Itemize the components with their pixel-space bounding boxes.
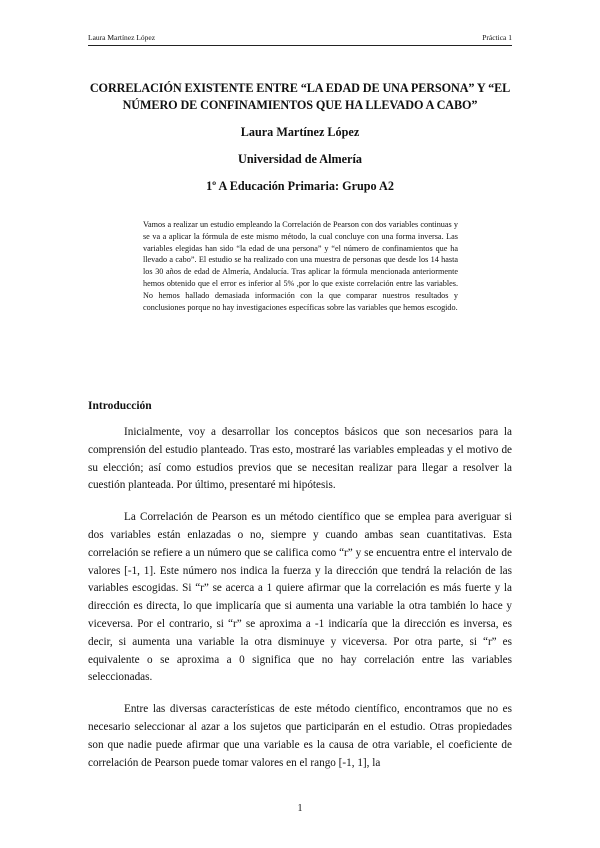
paragraph: Entre las diversas características de este método científico, encontramos que no es necesario seleccionar al azar a los sujetos que participarán en el estudio. Otras propiedades son que nadie puede afirmar que una variable es la causa de otra variable, el coeficiente de correlación de Pearson puede tomar valores en el rango [-1, 1], la bbox=[88, 703, 512, 769]
abstract: Vamos a realizar un estudio empleando la Correlación de Pearson con dos variables continuas y se va a aplicar la fórmula de este mismo método, la cual concluye con una forma inversa. Las variables elegidas han sido “la edad de una persona” y “el número de confinamientos que ha llevado a cabo”. El estudio se ha realizado con una muestra de personas que desde los 14 hasta los 30 años de edad de Almería, Andalucía. Tras aplicar la fórmula mencionada anteriormente hemos obtenido que el error es inferior al 5% ,por lo que existe correlación entre las variables. No hemos hallado demasiada información con la que comparar nuestros resultados y conclusiones porque no hay investigaciones específicas sobre las variables que hemos escogido. bbox=[143, 220, 458, 312]
section-heading-introduccion: Introducción bbox=[88, 400, 152, 412]
header-author: Laura Martínez López bbox=[88, 33, 156, 42]
author-name: Laura Martínez López bbox=[240, 125, 360, 139]
page-number: 1 bbox=[297, 803, 303, 814]
course-group: 1º A Educación Primaria: Grupo A2 bbox=[206, 179, 394, 193]
paragraph: Inicialmente, voy a desarrollar los conceptos básicos que son necesarios para la comprensión del estudio planteado. Tras esto, mostraré las variables empleadas y el motivo de su elección; así como estudios previos que se necesitan realizar para llegar a resolver la cuestión planteada. Por último, presentaré mi hipótesis. bbox=[88, 426, 512, 492]
paper-title: CORRELACIÓN EXISTENTE ENTRE “LA EDAD DE UNA PERSONA” Y “EL NÚMERO DE CONFINAMIENTOS QUE HA LLEVADO A CABO” bbox=[89, 81, 511, 112]
header-practice: Práctica 1 bbox=[482, 33, 512, 42]
running-header bbox=[88, 33, 512, 46]
affiliation: Universidad de Almería bbox=[238, 152, 362, 166]
body-text bbox=[88, 424, 512, 786]
paragraph: La Correlación de Pearson es un método científico que se emplea para averiguar si dos variables están enlazadas o no, siempre y cuando ambas sean cuantitativas. Esta correlación se refiere a un número que se califica como “r” y se encuentra entre el intervalo de valores [-1, 1]. Este número nos indica la fuerza y la dirección que tendrá la relación de las variables escogidas. Si “r” se acerca a 1 quiere afirmar que la correlación es más fuerte y la dirección es directa, lo que implicaría que si aumenta una variable la otra también lo hace y viceversa. Por el contrario, si “r” se aproxima a -1 indicaría que la dirección es inversa, es decir, si aumenta una variable la otra disminuye y viceversa. Por otra parte, si “r” es equivalente o se aproxima a 0 significa que no hay correlación entre las variables seleccionadas. bbox=[88, 511, 512, 684]
